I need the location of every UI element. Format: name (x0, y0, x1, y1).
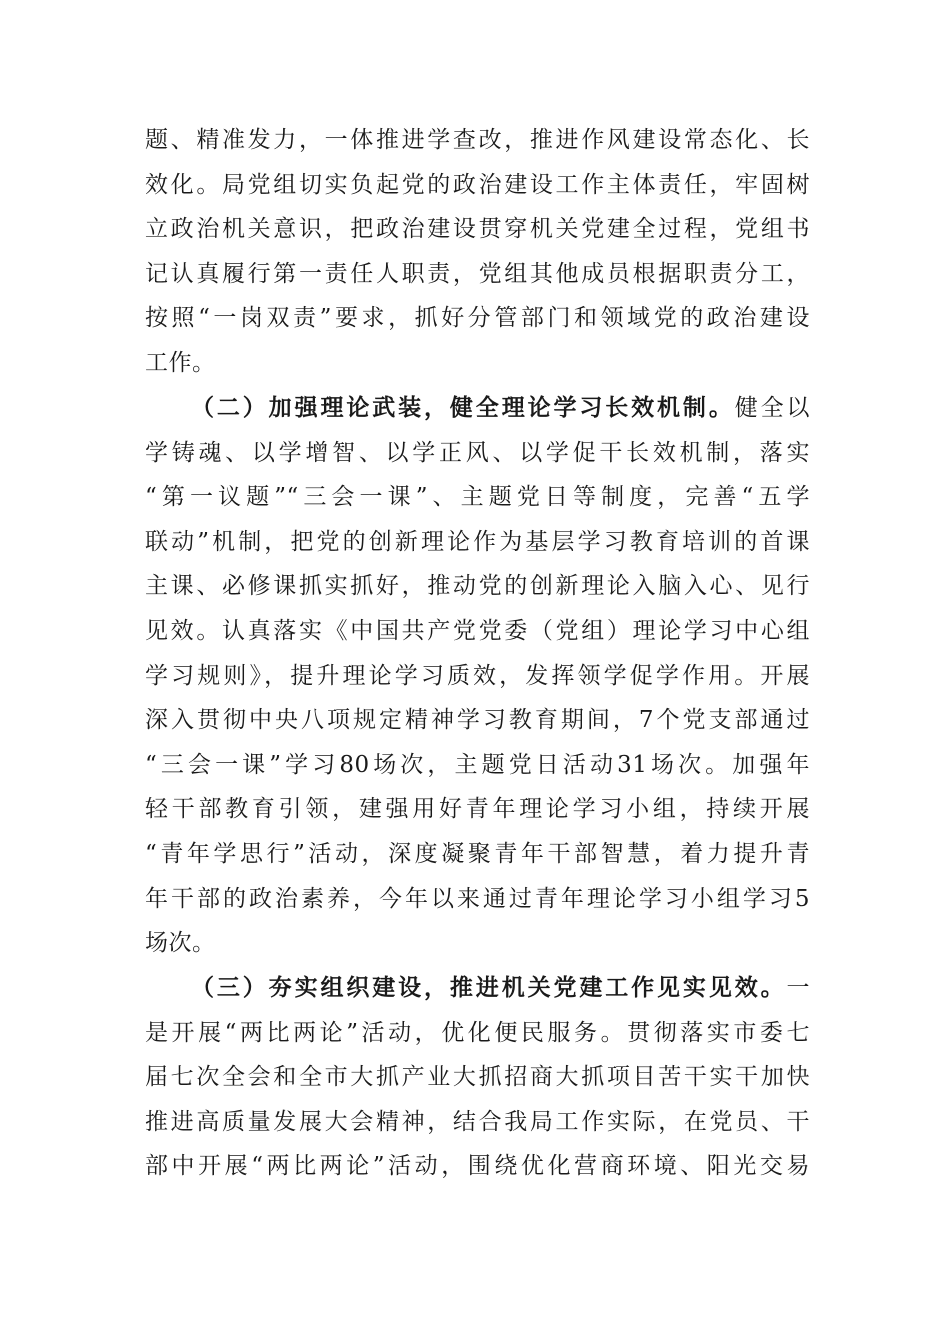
text-run: 一 (786, 975, 810, 1001)
text-line: 场次。 (145, 930, 216, 957)
text-line: 部中开展“两比两论”活动，围绕优化营商环境、阳光交易 (145, 1153, 810, 1180)
text-line: 深入贯彻中央八项规定精神学习教育期间，7个党支部通过 (145, 707, 810, 734)
text-line: “三会一课”学习80场次，主题党日活动31场次。加强年 (145, 751, 810, 778)
paragraph-first-line (145, 966, 810, 1011)
text-line: 届七次全会和全市大抓产业大抓招商大抓项目苦干实干加快 (145, 1064, 810, 1091)
text-line: “第一议题”“三会一课”、主题党日等制度，完善“五学 (145, 484, 810, 511)
text-line: 记认真履行第一责任人职责，党组其他成员根据职责分工， (145, 260, 810, 287)
text-line: 推进高质量发展大会精神，结合我局工作实际，在党员、干 (145, 1108, 810, 1135)
text-line: 是开展“两比两论”活动，优化便民服务。贯彻落实市委七 (145, 1019, 810, 1046)
text-line: 主课、必修课抓实抓好，推动党的创新理论入脑入心、见行 (145, 573, 810, 600)
text-run: 健全以 (734, 395, 811, 421)
text-line: 立政治机关意识，把政治建设贯穿机关党建全过程，党组书 (145, 216, 810, 243)
text-line: 轻干部教育引领，建强用好青年理论学习小组，持续开展 (145, 796, 810, 823)
section-heading: （二）加强理论武装，健全理论学习长效机制。 (191, 394, 735, 421)
text-line: 按照“一岗双责”要求，抓好分管部门和领域党的政治建设 (145, 305, 810, 332)
paragraph-1 (145, 118, 810, 386)
text-line: 效化。局党组切实负起党的政治建设工作主体责任，牢固树 (145, 171, 810, 198)
text-line: “青年学思行”活动，深度凝聚青年干部智慧，着力提升青 (145, 840, 810, 867)
text-line: 工作。 (145, 349, 216, 376)
text-line: 题、精准发力，一体推进学查改，推进作风建设常态化、长 (145, 127, 810, 153)
paragraph-2 (145, 386, 810, 966)
section-heading: （三）夯实组织建设，推进机关党建工作见实见效。 (191, 974, 787, 1001)
text-line: 见效。认真落实《中国共产党党委（党组）理论学习中心组 (145, 617, 810, 644)
text-line: 学习规则》，提升理论学习质效，发挥领学促学作用。开展 (145, 662, 810, 689)
text-line: 联动”机制，把党的创新理论作为基层学习教育培训的首课 (145, 528, 810, 555)
text-line: 年干部的政治素养，今年以来通过青年理论学习小组学习5 (145, 885, 810, 912)
paragraph-first-line (145, 386, 810, 431)
paragraph-3 (145, 966, 810, 1189)
text-line: 学铸魂、以学增智、以学正风、以学促干长效机制，落实 (145, 439, 810, 466)
